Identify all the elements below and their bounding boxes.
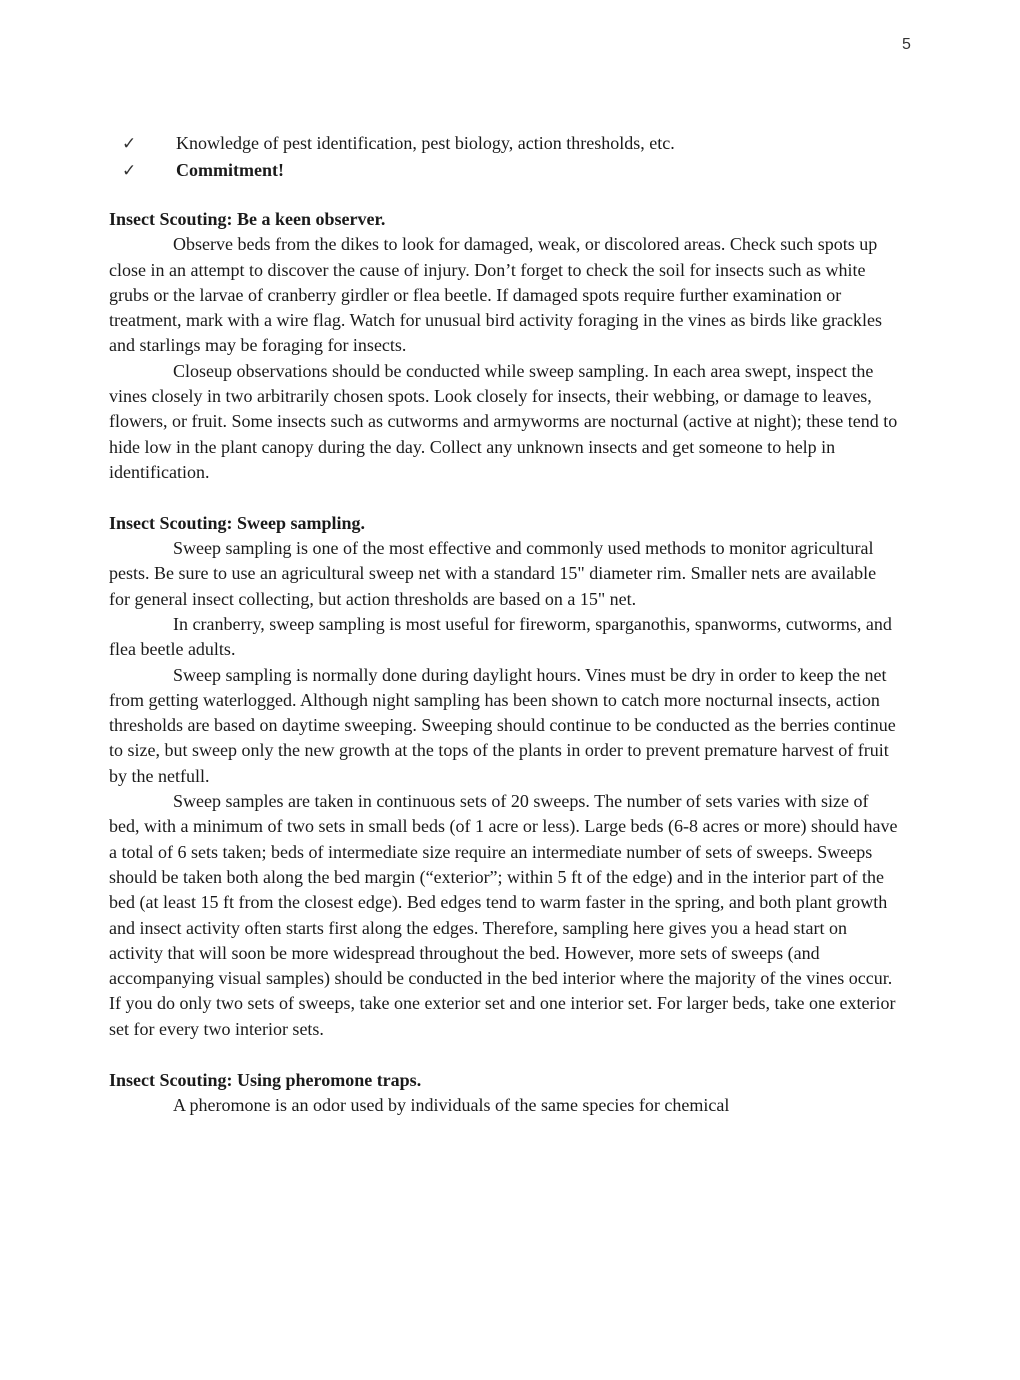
section-heading: Insect Scouting: Be a keen observer. — [109, 209, 386, 229]
paragraph: Sweep samples are taken in continuous sets of 20 sweeps. The number of sets varies with size of bed, with a minimum of two sets in small beds (of 1 acre or less). Large beds (6-8 acres or more) should have a total of 6 sets taken; beds of intermediate size require an intermediate number of sets of sweeps. Sweeps should be taken both along the bed margin (“exterior”; within 5 ft of the edge) and in the interior part of the bed (at least 15 ft from the closest edge). Bed edges tend to warm faster in the spring, and both plant growth and insect activity often starts first along the edges. Therefore, sampling here gives you a head start on activity that will soon be more widespread throughout the bed. However, more sets of sweeps (and accompanying visual samples) should be conducted in the bed interior where the majority of the vines occur. If you do only two sets of sweeps, take one exterior set and one interior set. For larger beds, take one exterior set for every two interior sets. — [109, 791, 898, 1039]
section-keen-observer — [109, 207, 899, 485]
paragraph: Observe beds from the dikes to look for damaged, weak, or discolored areas. Check such spots up close in an attempt to discover the cause of injury. Don’t forget to check the soil for insects such as white grubs or the larvae of cranberry girdler or flea beetle. If damaged spots require further examination or treatment, mark with a wire flag. Watch for unusual bird activity foraging in the vines as birds like grackles and starlings may be foraging for insects. — [109, 234, 882, 356]
paragraph: Sweep sampling is normally done during daylight hours. Vines must be dry in order to keep the net from getting waterlogged. Although night sampling has been shown to catch more nocturnal insects, action thresholds are based on daytime sweeping. Sweeping should continue to be conducted as the berries continue to size, but sweep only the new growth at the tops of the plants in order to prevent premature harvest of fruit by the netfull. — [109, 664, 896, 786]
section-heading: Insect Scouting: Using pheromone traps. — [109, 1069, 422, 1090]
checkmark-icon: ✓ — [122, 134, 137, 153]
checkmark-icon: ✓ — [122, 161, 137, 180]
checklist-item-text: Knowledge of pest identification, pest biology, action thresholds, etc. — [176, 133, 675, 153]
checklist-item — [108, 157, 888, 184]
section-pheromone-traps — [109, 1068, 899, 1119]
checklist-item — [108, 130, 888, 157]
paragraph: Sweep sampling is one of the most effective and commonly used methods to monitor agricultural pests. Be sure to use an agricultural sweep net with a standard 15" diameter rim. Smaller nets are available for general insect collecting, but action thresholds are based on a 15" net. — [109, 538, 877, 609]
paragraph: A pheromone is an odor used by individuals of the same species for chemical — [173, 1094, 730, 1115]
section-heading: Insect Scouting: Sweep sampling. — [109, 512, 366, 533]
paragraph: In cranberry, sweep sampling is most useful for fireworm, sparganothis, spanworms, cutworms, and flea beetle adults. — [109, 613, 892, 660]
checklist-item-text: Commitment! — [176, 160, 284, 180]
document-body — [109, 207, 899, 1118]
page-number: 5 — [902, 36, 911, 53]
requirements-checklist — [108, 130, 888, 184]
paragraph: Closeup observations should be conducted while sweep sampling. In each area swept, inspect the vines closely in two arbitrarily chosen spots. Look closely for insects, their webbing, or damage to leaves, flowers, or fruit. Some insects such as cutworms and armyworms are nocturnal (active at night); these tend to hide low in the plant canopy during the day. Collect any unknown insects and get someone to help in identification. — [109, 360, 898, 482]
section-sweep-sampling — [109, 511, 899, 1042]
